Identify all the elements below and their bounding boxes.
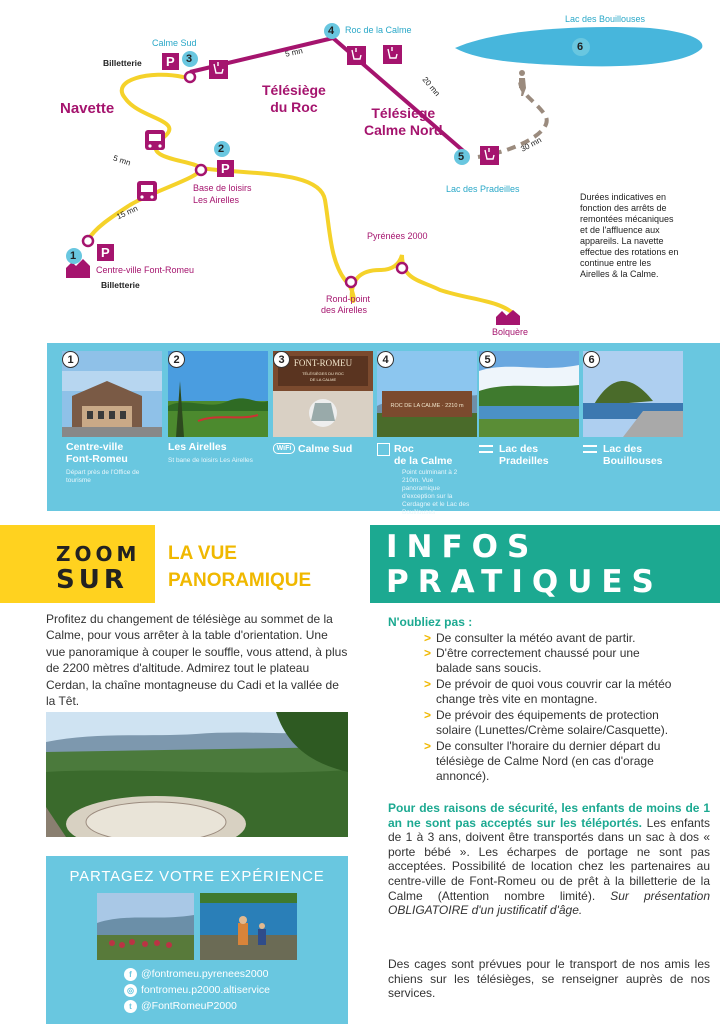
sign-text-4: ROC DE LA CALME · 2210 m (390, 403, 464, 409)
bullet-arrow: > (424, 708, 432, 722)
card-name (394, 443, 452, 467)
route-map (0, 0, 720, 340)
distance-label: 5 mn (112, 153, 132, 168)
map-num-1: 1 (70, 250, 77, 262)
safety-paragraph (388, 801, 710, 918)
zoom-line-1: ZOOM (56, 542, 141, 566)
bolquere-town-icon (496, 310, 520, 325)
card-name-line1: Centre-ville (66, 441, 124, 453)
station-bouillouses-label: Lac des Bouillouses (565, 14, 646, 24)
billetterie-label: Billetterie (103, 58, 142, 68)
place-rond-point-1: Rond-point (325, 294, 371, 304)
card-name-line1: Calme Sud (298, 443, 353, 455)
station-calme-sud-label: Calme Sud (152, 38, 197, 48)
card-desc: Point culminant à 2 210m. Vue panoramique d'exception sur la Cerdagne et le Lac des Bouillouses (402, 469, 470, 516)
twitter-handle: @FontRomeuP2000 (141, 1000, 237, 1012)
station-centre-ville-label: Centre-ville Font-Romeu (96, 265, 195, 275)
bullet-text-2: change très vite en montagne. (436, 692, 598, 706)
sign-text-1: FONT-ROMEU (293, 358, 353, 368)
safety-bold: Pour des raisons de sécurité, les enfants de moins de 1 an ne sont pas acceptés sur les téléportés. (388, 801, 710, 830)
bullet-text-2: balade sans soucis. (436, 661, 542, 675)
duration-note: Durées indicatives en fonction des arrêts de remontées mécaniques et de l'affluence aux appareils. La navette effectue des rotations en continue entre les Airelles & la Calme. (580, 192, 679, 279)
bullet-arrow: > (424, 631, 432, 645)
bullet-text-2: solaire (Lunettes/Crème solaire/Casquette). (436, 723, 669, 737)
bullet-arrow: > (424, 646, 432, 660)
bullet-text: De prévoir des équipements de protection (436, 708, 659, 722)
card-num: 5 (479, 351, 496, 368)
place-rond-point-2: des Airelles (321, 305, 368, 315)
panorama-photo (46, 712, 348, 837)
facebook-icon: f (124, 968, 137, 981)
share-title: PARTAGEZ VOTRE EXPÉRIENCE (69, 868, 325, 885)
place-pyrenees-2000: Pyrénées 2000 (367, 231, 428, 241)
bullet-text: D'être correctement chaussé pour une (436, 646, 640, 660)
hiker-icon (519, 70, 526, 96)
map-num-4: 4 (328, 25, 335, 37)
social-facebook[interactable] (124, 968, 344, 982)
facebook-handle: @fontromeu.pyrenees2000 (141, 968, 269, 980)
card-name-line1: Lac des (499, 443, 539, 455)
lift-calme-nord-name (364, 105, 443, 139)
map-num-5: 5 (458, 151, 465, 163)
distance-label: 20 mn (420, 75, 442, 98)
card-name-line1: Lac des (603, 443, 643, 455)
station-airelles-label-1: Base de loisirs (193, 183, 252, 193)
parking-letter: P (221, 161, 230, 176)
lift-calme-nord-line2: Calme Nord (364, 122, 443, 138)
water-icon (479, 445, 493, 453)
share-photo-lake (200, 893, 297, 960)
social-instagram[interactable] (124, 984, 344, 998)
lift-calme-nord-line1: Télésiège (371, 105, 436, 121)
distance-label: 30 mn (519, 135, 544, 154)
bullet-arrow: > (424, 677, 432, 691)
infos-heading: N'oubliez pas : (388, 615, 473, 629)
card-name (603, 443, 663, 467)
infos-title-line-1: INFOS (386, 529, 539, 565)
lift-roc-line1: Télésiège (262, 82, 326, 98)
share-photo-crowd (97, 893, 194, 960)
card-name-line2: Bouillouses (603, 455, 663, 467)
card-desc: St bane de loisirs Les Airelles (168, 457, 253, 464)
stations-strip (47, 343, 720, 516)
distance-label: 5 mn (284, 46, 304, 59)
card-name-line2: de la Calme (394, 455, 453, 467)
bullet-text: De consulter la météo avant de partir. (436, 631, 636, 645)
station-pradeilles-label: Lac des Pradeilles (446, 184, 520, 194)
card-num: 1 (62, 351, 79, 368)
wifi-icon: WiFi (273, 443, 295, 454)
bullet-text-2: télésiège de Calme Nord (en cas d'orage annoncé). (436, 754, 654, 783)
map-num-3: 3 (186, 53, 193, 65)
instagram-icon: ◎ (124, 984, 137, 997)
distance-label: 15 mn (115, 203, 140, 222)
card-name-line2: Font-Romeu (66, 453, 128, 465)
card-num: 2 (168, 351, 185, 368)
water-icon (583, 445, 597, 453)
card-num: 6 (583, 351, 600, 368)
zoom-title-line-2: PANORAMIQUE (168, 570, 312, 591)
card-num: 3 (273, 351, 290, 368)
infos-title (386, 530, 706, 600)
parking-letter: P (101, 245, 110, 260)
card-name (298, 443, 352, 455)
sign-text-2: TÉLÉSIÈGES DU ROC (302, 371, 344, 376)
card-name-line1: Les Airelles (168, 441, 227, 453)
dogs-paragraph: Des cages sont prévues pour le transport de nos amis les chiens sur les télésièges, se renseigner auprès de nos services. (388, 957, 710, 1001)
parking-letter: P (166, 54, 175, 69)
station-airelles-label-2: Les Airelles (193, 195, 240, 205)
zoom-line-2: SUR (56, 565, 128, 595)
infos-title-line-2: PRATIQUES (386, 564, 663, 600)
viewpoint-icon (377, 443, 390, 456)
zoom-title (168, 540, 368, 594)
sign-text-3: DE LA CALME (309, 377, 337, 382)
bullet-text: De prévoir de quoi vous couvrir car la météo (436, 677, 672, 691)
bullet-text: De consulter l'horaire du dernier départ du (436, 739, 661, 753)
card-desc: Départ près de l'Office de tourisme (66, 469, 140, 484)
zoom-paragraph: Profitez du changement de télésiège au sommet de la Calme, pour vous arrêter à la table d'orientation. Une vue panoramique à couper le souffle, vous attend, à plus de 2200 mètres d'altitude. Admirez tout le plateau Cerdan, la chaîne montagneuse du Cadi et la vallée de la Têt. (46, 612, 348, 709)
billetterie-label: Billetterie (101, 280, 140, 290)
instagram-handle: fontromeu.p2000.altiservice (141, 984, 270, 996)
card-name (499, 443, 549, 467)
card-num: 4 (377, 351, 394, 368)
navette-label: Navette (60, 100, 115, 117)
card-name (168, 441, 227, 453)
zoom-badge-text (56, 541, 141, 595)
share-box (46, 856, 348, 1024)
social-twitter[interactable] (124, 1000, 344, 1014)
station-roc-label: Roc de la Calme (345, 25, 412, 35)
card-name-line2: Pradeilles (499, 455, 549, 467)
safety-text: Les enfants de 1 à 3 ans, doivent être transportés dans un sac à dos « porte bébé ». Les écharpes de portage ne sont pas acceptées. Possibilité de location chez les partenaires au centre-ville de Font-Romeu ou de prêt à la billetterie de la Calme (Attention nombre limité). (388, 815, 711, 903)
place-bolquere: Bolquère (492, 327, 529, 337)
map-num-6: 6 (577, 41, 584, 53)
bullet-arrow: > (424, 739, 432, 753)
map-num-2: 2 (218, 143, 225, 155)
twitter-icon: t (124, 1000, 137, 1013)
safety-italic: Sur présentation OBLIGATOIRE d'un justificatif d'âge. (388, 888, 710, 918)
lift-roc-name (262, 82, 326, 116)
card-name-line1: Roc (394, 443, 414, 455)
card-name (66, 441, 128, 465)
lift-roc-line2: du Roc (270, 99, 318, 115)
zoom-title-line-1: LA VUE (168, 543, 237, 564)
